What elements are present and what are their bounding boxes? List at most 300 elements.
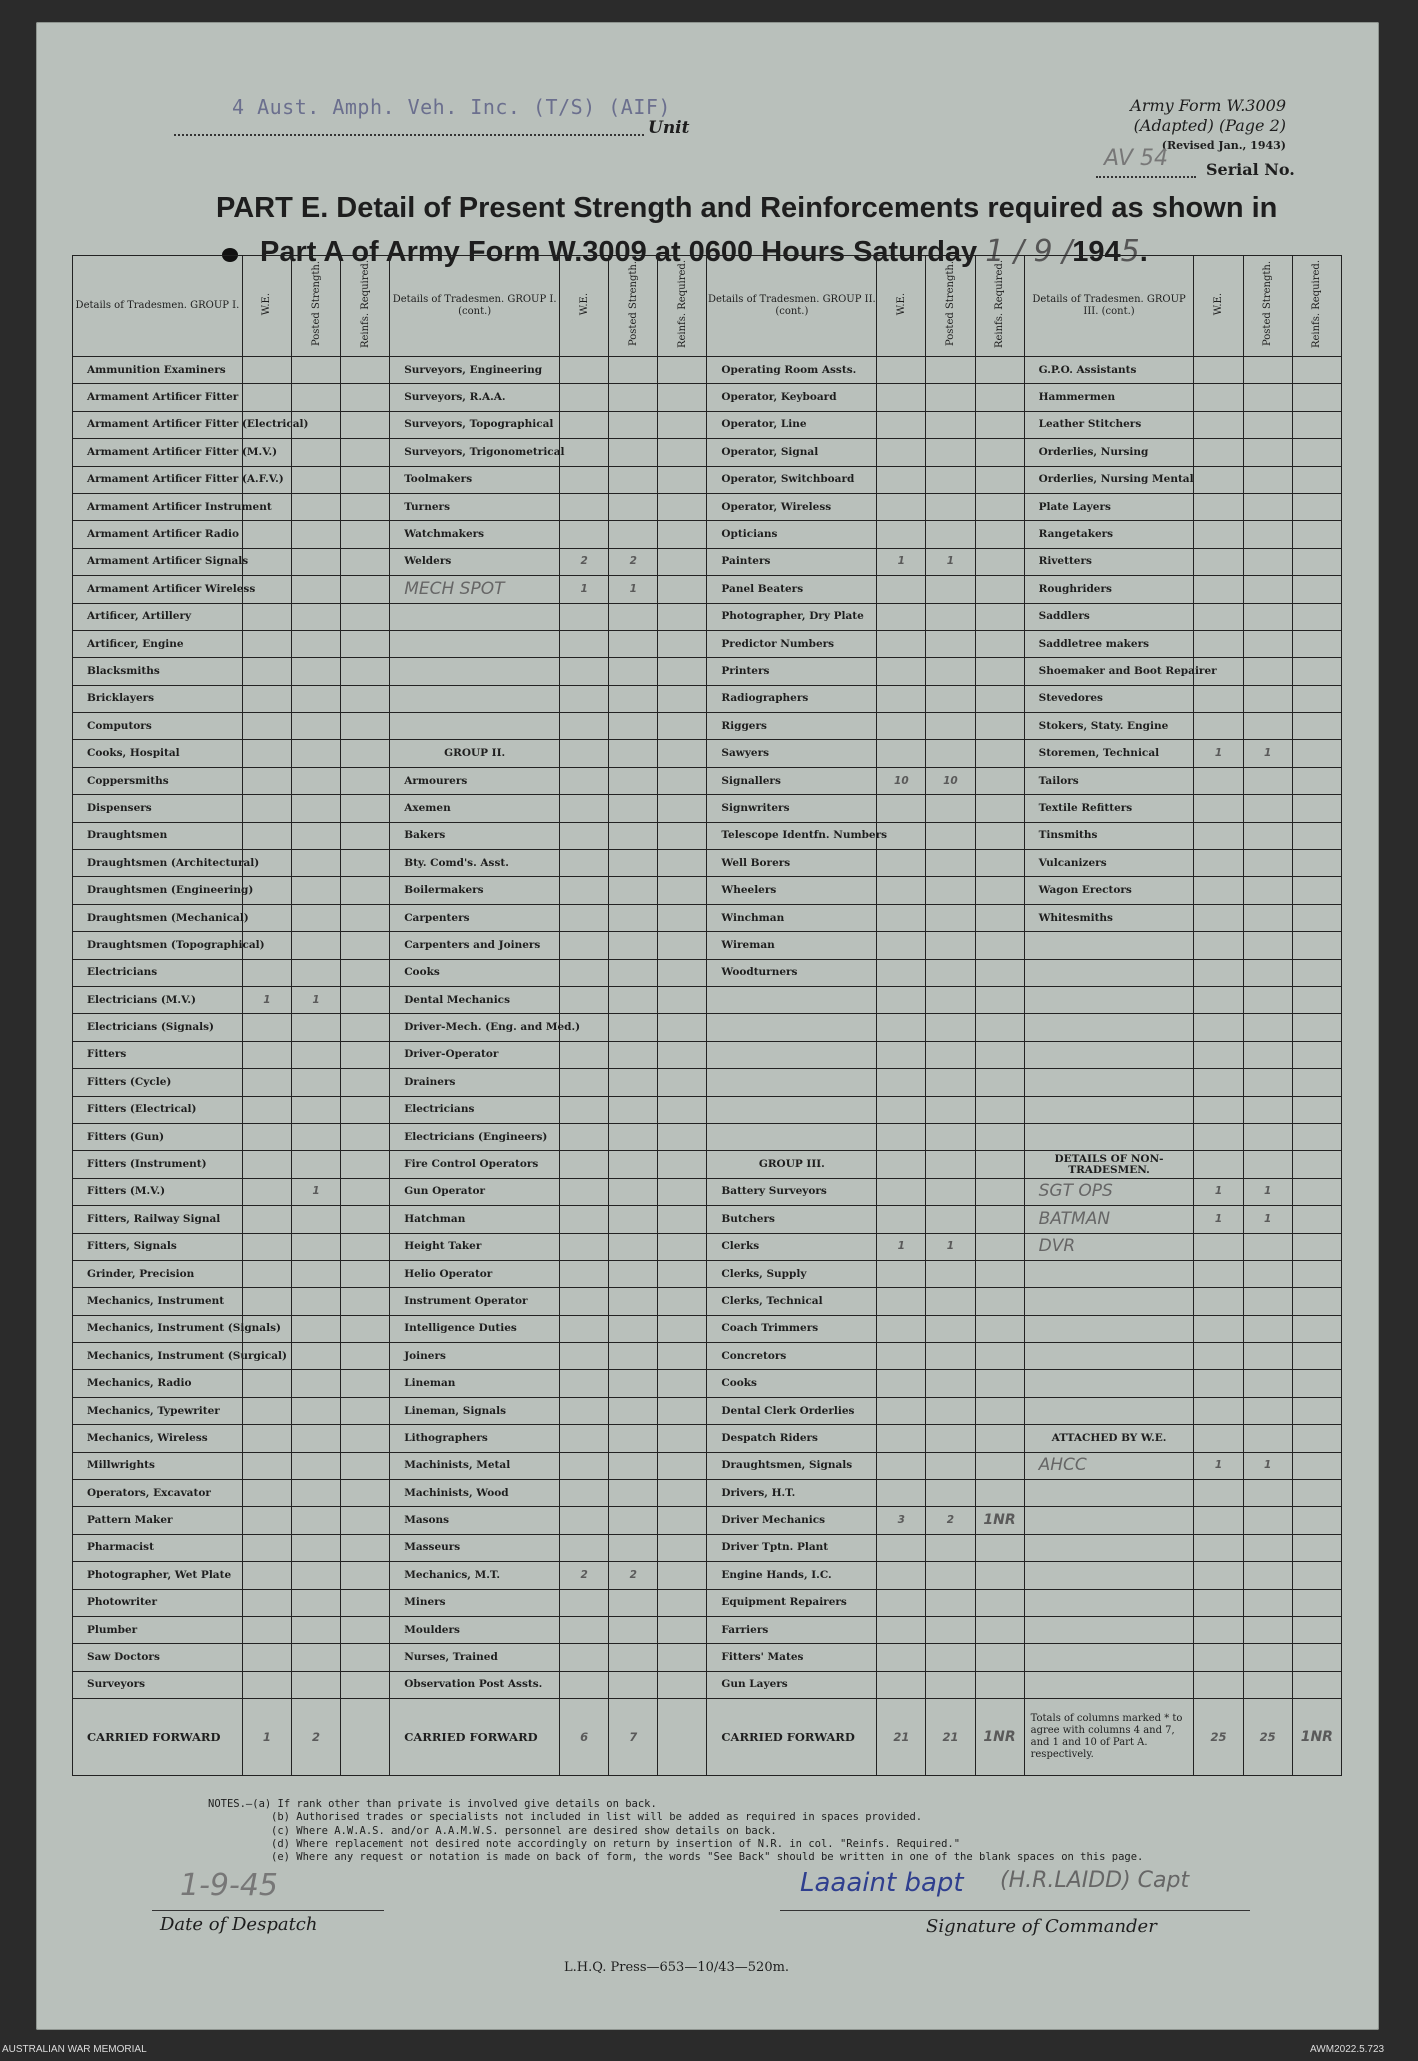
posted-cell xyxy=(1243,1671,1292,1698)
posted-cell xyxy=(609,411,658,438)
reinf-cell xyxy=(975,877,1024,904)
table-row xyxy=(73,822,1342,849)
date-handwritten: 1 / 9 / xyxy=(985,234,1073,269)
reinf-cell xyxy=(341,1644,390,1671)
we-cell xyxy=(560,439,609,466)
reinf-cell xyxy=(658,384,707,411)
posted-cell xyxy=(291,1014,340,1041)
we-cell xyxy=(1194,932,1243,959)
we-cell xyxy=(242,1452,291,1479)
trade-name: Joiners xyxy=(390,1343,560,1370)
reinf-cell xyxy=(341,1096,390,1123)
we-cell xyxy=(877,1260,926,1287)
trade-name: Panel Beaters xyxy=(707,576,877,603)
posted-cell xyxy=(926,986,975,1013)
we-cell xyxy=(242,1041,291,1068)
table-row xyxy=(73,904,1342,931)
reinf-cell xyxy=(341,576,390,603)
cf-d-reinf: 1NR xyxy=(1292,1699,1341,1776)
col-header-posted-4 xyxy=(1243,256,1292,357)
trade-name: Storemen, Technical xyxy=(1024,740,1194,767)
reinf-cell xyxy=(658,1178,707,1205)
trade-name: Tailors xyxy=(1024,767,1194,794)
reinf-cell xyxy=(1292,822,1341,849)
trade-name: Draughtsmen xyxy=(73,822,243,849)
table-row xyxy=(73,1507,1342,1534)
trade-name: Surveyors, Trigonometrical xyxy=(390,439,560,466)
we-cell xyxy=(560,1206,609,1233)
cf-a-we: 1 xyxy=(242,1699,291,1776)
trade-name: Toolmakers xyxy=(390,466,560,493)
posted-cell xyxy=(926,1480,975,1507)
trade-name: Boilermakers xyxy=(390,877,560,904)
we-cell xyxy=(242,1370,291,1397)
posted-cell xyxy=(1243,493,1292,520)
reinf-cell xyxy=(658,767,707,794)
trade-name: Stokers, Staty. Engine xyxy=(1024,713,1194,740)
trade-name: Draughtsmen (Engineering) xyxy=(73,877,243,904)
posted-cell xyxy=(291,904,340,931)
we-cell xyxy=(1194,1069,1243,1096)
trade-name: Operator, Line xyxy=(707,411,877,438)
posted-cell xyxy=(609,1616,658,1643)
we-cell xyxy=(560,713,609,740)
reinf-cell xyxy=(975,1069,1024,1096)
reinf-cell xyxy=(1292,1014,1341,1041)
we-cell: 1 xyxy=(1194,740,1243,767)
table-row xyxy=(73,493,1342,520)
trade-name xyxy=(1024,1069,1194,1096)
posted-cell xyxy=(926,713,975,740)
we-cell: 1 xyxy=(877,1233,926,1260)
posted-cell xyxy=(1243,1343,1292,1370)
reinf-cell xyxy=(975,1343,1024,1370)
posted-cell xyxy=(609,1123,658,1150)
reinf-cell xyxy=(975,959,1024,986)
trade-name xyxy=(1024,932,1194,959)
trade-name: Draughtsmen (Topographical) xyxy=(73,932,243,959)
we-cell xyxy=(877,1425,926,1452)
col-header-posted-2-text: Posted Strength. xyxy=(627,261,639,347)
reinf-cell xyxy=(975,795,1024,822)
reinf-cell xyxy=(975,1014,1024,1041)
reinf-cell xyxy=(1292,1178,1341,1205)
posted-cell xyxy=(1243,1644,1292,1671)
trade-name: Winchman xyxy=(707,904,877,931)
reinf-cell xyxy=(341,986,390,1013)
trade-name xyxy=(1024,1315,1194,1342)
trade-name xyxy=(1024,959,1194,986)
press-imprint: L.H.Q. Press—653—10/43—520m. xyxy=(564,1960,790,1975)
reinf-cell xyxy=(1292,795,1341,822)
trade-name: Armament Artificer Fitter xyxy=(73,384,243,411)
we-cell xyxy=(877,1096,926,1123)
table-row xyxy=(73,1644,1342,1671)
reinf-cell xyxy=(975,740,1024,767)
posted-cell xyxy=(291,1206,340,1233)
reinf-cell xyxy=(975,384,1024,411)
we-cell xyxy=(877,1534,926,1561)
we-cell xyxy=(242,658,291,685)
table-row xyxy=(73,1206,1342,1233)
reinf-cell xyxy=(975,822,1024,849)
trade-name xyxy=(1024,1041,1194,1068)
trade-name: Fitters, Railway Signal xyxy=(73,1206,243,1233)
we-cell xyxy=(1194,548,1243,575)
trade-name: Whitesmiths xyxy=(1024,904,1194,931)
trade-name: Plate Layers xyxy=(1024,493,1194,520)
reinf-cell xyxy=(658,1425,707,1452)
we-cell xyxy=(877,1041,926,1068)
trade-name: Operator, Signal xyxy=(707,439,877,466)
we-cell xyxy=(560,1260,609,1287)
table-row xyxy=(73,1151,1342,1178)
trade-name: Ammunition Examiners xyxy=(73,357,243,384)
reinf-cell xyxy=(341,1151,390,1178)
we-cell xyxy=(560,411,609,438)
posted-cell xyxy=(1243,411,1292,438)
table-row xyxy=(73,357,1342,384)
reinf-cell: 1NR xyxy=(975,1507,1024,1534)
trade-name xyxy=(1024,1370,1194,1397)
posted-cell xyxy=(291,1123,340,1150)
trade-name xyxy=(1024,1589,1194,1616)
trade-name: Intelligence Duties xyxy=(390,1315,560,1342)
we-cell xyxy=(877,685,926,712)
we-cell xyxy=(877,384,926,411)
we-cell: 2 xyxy=(560,548,609,575)
we-cell xyxy=(1194,904,1243,931)
we-cell xyxy=(242,1616,291,1643)
posted-cell xyxy=(291,740,340,767)
reinf-cell xyxy=(658,877,707,904)
we-cell xyxy=(560,1151,609,1178)
trade-name: Draughtsmen, Signals xyxy=(707,1452,877,1479)
despatch-date-handwritten: 1-9-45 xyxy=(180,1868,278,1903)
we-cell xyxy=(1194,850,1243,877)
trade-name: Mechanics, M.T. xyxy=(390,1562,560,1589)
posted-cell xyxy=(609,904,658,931)
reinf-cell xyxy=(975,1480,1024,1507)
posted-cell xyxy=(1243,822,1292,849)
reinf-cell xyxy=(975,357,1024,384)
we-cell xyxy=(242,904,291,931)
reinf-cell xyxy=(1292,1206,1341,1233)
title-line-1: PART E. Detail of Present Strength and Reinforcements required as shown in xyxy=(216,192,1278,224)
reinf-cell xyxy=(1292,1370,1341,1397)
trade-name: Drivers, H.T. xyxy=(707,1480,877,1507)
trade-name: Fitters (Instrument) xyxy=(73,1151,243,1178)
trade-name: Fitters (Electrical) xyxy=(73,1096,243,1123)
trade-name: Mechanics, Instrument xyxy=(73,1288,243,1315)
reinf-cell xyxy=(975,1452,1024,1479)
trade-name xyxy=(707,1096,877,1123)
reinf-cell xyxy=(1292,1425,1341,1452)
reinf-cell xyxy=(1292,850,1341,877)
reinf-cell xyxy=(975,713,1024,740)
table-body xyxy=(73,357,1342,1699)
table-row xyxy=(73,1534,1342,1561)
reinf-cell xyxy=(1292,1096,1341,1123)
reinf-cell xyxy=(341,1343,390,1370)
form-ref-line-2: (Adapted) (Page 2) xyxy=(1133,116,1286,135)
trade-name: Cooks xyxy=(390,959,560,986)
reinf-cell xyxy=(658,1069,707,1096)
reinf-cell xyxy=(658,1096,707,1123)
reinf-cell xyxy=(1292,1671,1341,1698)
reinf-cell xyxy=(658,1123,707,1150)
trade-name: Photographer, Wet Plate xyxy=(73,1562,243,1589)
reinf-cell xyxy=(1292,439,1341,466)
reinf-cell xyxy=(1292,1507,1341,1534)
we-cell xyxy=(560,959,609,986)
reinf-cell xyxy=(341,1288,390,1315)
reinf-cell xyxy=(341,795,390,822)
posted-cell xyxy=(291,1041,340,1068)
col-header-posted-1-text: Posted Strength. xyxy=(310,261,322,347)
trade-name: Armourers xyxy=(390,767,560,794)
reinf-cell xyxy=(341,850,390,877)
reinf-cell xyxy=(341,767,390,794)
posted-cell xyxy=(926,1206,975,1233)
posted-cell xyxy=(609,1480,658,1507)
posted-cell xyxy=(926,1343,975,1370)
trade-name xyxy=(1024,1507,1194,1534)
trade-name xyxy=(1024,1616,1194,1643)
we-cell xyxy=(877,1315,926,1342)
posted-cell xyxy=(1243,1480,1292,1507)
posted-cell xyxy=(609,795,658,822)
posted-cell xyxy=(291,658,340,685)
posted-cell xyxy=(926,521,975,548)
we-cell xyxy=(560,740,609,767)
we-cell xyxy=(877,1671,926,1698)
we-cell xyxy=(560,1343,609,1370)
we-cell xyxy=(877,1151,926,1178)
reinf-cell xyxy=(1292,1562,1341,1589)
we-cell: 1 xyxy=(560,576,609,603)
reinf-cell xyxy=(341,1480,390,1507)
table-row xyxy=(73,877,1342,904)
we-cell xyxy=(1194,795,1243,822)
trade-name: Electricians (M.V.) xyxy=(73,986,243,1013)
reinf-cell xyxy=(341,1233,390,1260)
posted-cell xyxy=(926,630,975,657)
posted-cell xyxy=(291,1480,340,1507)
posted-cell xyxy=(609,1397,658,1424)
reinf-cell xyxy=(1292,713,1341,740)
posted-cell xyxy=(926,466,975,493)
reinf-cell xyxy=(341,466,390,493)
posted-cell xyxy=(609,493,658,520)
we-cell xyxy=(242,1507,291,1534)
trade-name: Millwrights xyxy=(73,1452,243,1479)
posted-cell xyxy=(291,439,340,466)
posted-cell: 2 xyxy=(926,1507,975,1534)
trade-name: Sawyers xyxy=(707,740,877,767)
trade-name: G.P.O. Assistants xyxy=(1024,357,1194,384)
we-cell xyxy=(1194,630,1243,657)
trade-name: SGT OPS xyxy=(1024,1178,1194,1205)
cf-c-reinf: 1NR xyxy=(975,1699,1024,1776)
reinf-cell xyxy=(1292,521,1341,548)
col-header-reinf-4 xyxy=(1292,256,1341,357)
we-cell xyxy=(877,1589,926,1616)
posted-cell xyxy=(609,466,658,493)
posted-cell xyxy=(609,740,658,767)
posted-cell xyxy=(609,1178,658,1205)
trade-name xyxy=(1024,1014,1194,1041)
we-cell xyxy=(560,630,609,657)
trade-name: Hatchman xyxy=(390,1206,560,1233)
posted-cell xyxy=(1243,439,1292,466)
trade-name: Armament Artificer Fitter (Electrical) xyxy=(73,411,243,438)
trade-name: Saw Doctors xyxy=(73,1644,243,1671)
reinf-cell xyxy=(658,1288,707,1315)
reinf-cell xyxy=(1292,1534,1341,1561)
reinf-cell xyxy=(341,1206,390,1233)
trade-name: Driver Mechanics xyxy=(707,1507,877,1534)
reinf-cell xyxy=(658,576,707,603)
trade-name: Driver-Operator xyxy=(390,1041,560,1068)
we-cell xyxy=(560,521,609,548)
reinf-cell xyxy=(341,630,390,657)
posted-cell xyxy=(291,630,340,657)
trade-name: Blacksmiths xyxy=(73,658,243,685)
posted-cell xyxy=(609,1534,658,1561)
reinf-cell xyxy=(1292,740,1341,767)
trade-name: Vulcanizers xyxy=(1024,850,1194,877)
reinf-cell xyxy=(658,904,707,931)
form-ref-line-3: (Revised Jan., 1943) xyxy=(1161,139,1286,152)
posted-cell xyxy=(1243,986,1292,1013)
posted-cell xyxy=(1243,1616,1292,1643)
we-cell xyxy=(1194,384,1243,411)
trade-name: Mechanics, Instrument (Surgical) xyxy=(73,1343,243,1370)
reinf-cell xyxy=(1292,658,1341,685)
reinf-cell xyxy=(1292,1123,1341,1150)
we-cell xyxy=(560,1616,609,1643)
we-cell xyxy=(242,1480,291,1507)
posted-cell xyxy=(291,603,340,630)
we-cell xyxy=(1194,1233,1243,1260)
posted-cell xyxy=(1243,1260,1292,1287)
posted-cell xyxy=(609,850,658,877)
posted-cell xyxy=(609,1041,658,1068)
we-cell xyxy=(242,1534,291,1561)
posted-cell xyxy=(291,1151,340,1178)
trade-name: Saddlers xyxy=(1024,603,1194,630)
posted-cell xyxy=(1243,1041,1292,1068)
we-cell xyxy=(560,1288,609,1315)
we-cell xyxy=(242,822,291,849)
we-cell xyxy=(1194,1041,1243,1068)
trade-name: Hammermen xyxy=(1024,384,1194,411)
we-cell xyxy=(560,466,609,493)
posted-cell xyxy=(291,548,340,575)
note-e: (e) Where any request or notation is made on back of form, the words "See Back" should be written in one of the blank spaces on this page. xyxy=(271,1851,1144,1864)
reinf-cell xyxy=(658,1343,707,1370)
reinf-cell xyxy=(341,603,390,630)
reinf-cell xyxy=(658,357,707,384)
we-cell xyxy=(560,1534,609,1561)
posted-cell xyxy=(609,685,658,712)
reinf-cell xyxy=(658,411,707,438)
posted-cell xyxy=(926,1123,975,1150)
trade-name: Driver-Mech. (Eng. and Med.) xyxy=(390,1014,560,1041)
posted-cell: 1 xyxy=(291,986,340,1013)
posted-cell xyxy=(291,1507,340,1534)
reinf-cell xyxy=(341,740,390,767)
posted-cell xyxy=(291,850,340,877)
we-cell xyxy=(1194,1644,1243,1671)
table-row xyxy=(73,466,1342,493)
reinf-cell xyxy=(658,986,707,1013)
trade-name: Computors xyxy=(73,713,243,740)
posted-cell xyxy=(1243,1014,1292,1041)
table-row xyxy=(73,630,1342,657)
table-row xyxy=(73,1562,1342,1589)
posted-cell xyxy=(609,1096,658,1123)
posted-cell xyxy=(926,384,975,411)
we-cell: 1 xyxy=(877,548,926,575)
posted-cell xyxy=(1243,1096,1292,1123)
reinf-cell xyxy=(341,1041,390,1068)
trade-name: Electricians (Signals) xyxy=(73,1014,243,1041)
posted-cell xyxy=(609,1151,658,1178)
trade-name: Moulders xyxy=(390,1616,560,1643)
trade-name: Instrument Operator xyxy=(390,1288,560,1315)
trade-name: Operating Room Assts. xyxy=(707,357,877,384)
we-cell xyxy=(877,1343,926,1370)
we-cell xyxy=(560,1370,609,1397)
table-row xyxy=(73,740,1342,767)
posted-cell xyxy=(1243,1288,1292,1315)
reinf-cell xyxy=(975,1151,1024,1178)
reinf-cell xyxy=(1292,576,1341,603)
trade-name: Carpenters xyxy=(390,904,560,931)
posted-cell xyxy=(609,521,658,548)
trade-name: MECH SPOT xyxy=(390,576,560,603)
reinf-cell xyxy=(1292,357,1341,384)
trade-name: Woodturners xyxy=(707,959,877,986)
trade-name: Drainers xyxy=(390,1069,560,1096)
signature-label: Signature of Commander xyxy=(926,1916,1157,1937)
reinf-cell xyxy=(658,1151,707,1178)
reinf-cell xyxy=(1292,493,1341,520)
carried-forward-row xyxy=(73,1699,1342,1776)
posted-cell xyxy=(291,1343,340,1370)
trade-name: Fitters xyxy=(73,1041,243,1068)
we-cell xyxy=(242,603,291,630)
reinf-cell xyxy=(658,1452,707,1479)
col-header-posted-1 xyxy=(291,256,340,357)
posted-cell xyxy=(609,1452,658,1479)
trade-name: Equipment Repairers xyxy=(707,1589,877,1616)
we-cell xyxy=(877,1644,926,1671)
reinf-cell xyxy=(658,685,707,712)
reinf-cell xyxy=(975,1096,1024,1123)
reinf-cell xyxy=(1292,1397,1341,1424)
posted-cell: 1 xyxy=(926,548,975,575)
reinf-cell xyxy=(1292,1315,1341,1342)
posted-cell: 1 xyxy=(1243,1206,1292,1233)
trade-name: Tinsmiths xyxy=(1024,822,1194,849)
posted-cell xyxy=(1243,521,1292,548)
serial-number-handwritten: AV 54 xyxy=(1104,146,1168,171)
commander-signature: Laaaint bapt xyxy=(800,1868,964,1898)
col-header-we-4 xyxy=(1194,256,1243,357)
